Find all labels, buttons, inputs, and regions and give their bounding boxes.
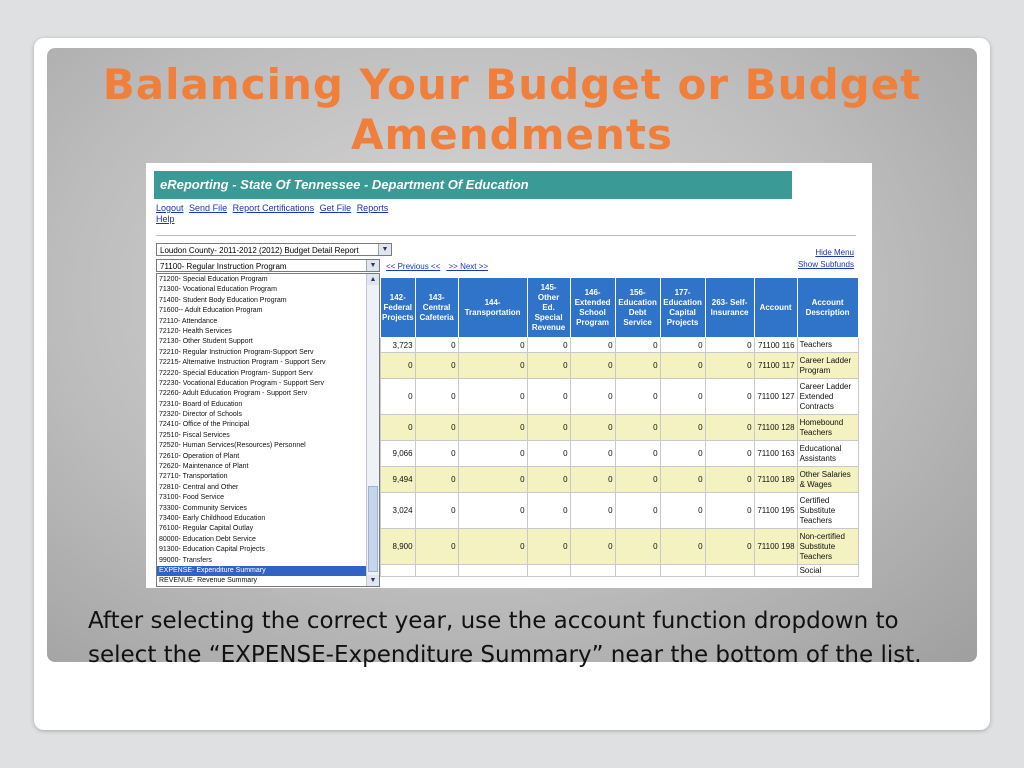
column-header: 177- Education Capital Projects — [660, 278, 705, 338]
dropdown-scrollbar[interactable] — [366, 274, 379, 586]
account-description-cell: Certified Substitute Teachers — [797, 493, 858, 529]
account-cell: 71100 127 — [754, 379, 797, 415]
table-cell: 0 — [705, 338, 754, 353]
report-certifications-link[interactable]: Report Certifications — [232, 203, 315, 213]
account-cell: 71100 189 — [754, 467, 797, 493]
account-cell: 71100 116 — [754, 338, 797, 353]
menu-toggle-links — [798, 247, 854, 271]
table-cell: 0 — [415, 415, 458, 441]
table-cell: 0 — [381, 379, 416, 415]
ereporting-screenshot — [146, 163, 872, 588]
table-cell: 8,900 — [381, 529, 416, 565]
table-cell: 0 — [415, 441, 458, 467]
account-description-cell: Educational Assistants — [797, 441, 858, 467]
table-row — [381, 467, 859, 493]
table-cell — [458, 565, 527, 577]
table-row — [381, 415, 859, 441]
table-cell: 0 — [458, 493, 527, 529]
column-header: 145- Other Ed. Special Revenue — [527, 278, 570, 338]
account-cell: 71100 117 — [754, 353, 797, 379]
table-row — [381, 529, 859, 565]
table-cell: 0 — [381, 415, 416, 441]
app-header-title: eReporting - State Of Tennessee - Department Of Education — [154, 171, 792, 199]
table-cell: 0 — [458, 467, 527, 493]
dropdown-option[interactable]: 72130- Other Student Support — [159, 338, 253, 346]
table-cell: 0 — [570, 338, 615, 353]
scrollbar-thumb[interactable] — [368, 486, 378, 572]
account-function-dropdown-list[interactable] — [156, 273, 380, 587]
table-cell: 0 — [660, 441, 705, 467]
table-cell: 0 — [570, 467, 615, 493]
dropdown-option[interactable]: 72610- Operation of Plant — [159, 452, 240, 460]
table-cell: 0 — [570, 353, 615, 379]
table-cell: 0 — [527, 379, 570, 415]
table-cell — [415, 565, 458, 577]
account-cell: 71100 128 — [754, 415, 797, 441]
account-description-cell: Career Ladder Program — [797, 353, 858, 379]
nav-links — [156, 203, 416, 225]
account-cell: 71100 163 — [754, 441, 797, 467]
table-cell: 0 — [458, 379, 527, 415]
table-cell — [660, 565, 705, 577]
dropdown-option[interactable]: 72310- Board of Education — [159, 400, 243, 408]
table-cell: 0 — [458, 529, 527, 565]
help-link[interactable]: Help — [156, 214, 175, 224]
column-header: 156- Education Debt Service — [615, 278, 660, 338]
table-cell: 0 — [527, 353, 570, 379]
table-cell: 0 — [705, 379, 754, 415]
table-cell: 0 — [527, 467, 570, 493]
dropdown-option[interactable]: REVENUE- Revenue Summary — [159, 577, 258, 585]
dropdown-option[interactable]: 72120- Health Services — [159, 327, 232, 335]
next-link[interactable]: >> Next >> — [448, 262, 489, 271]
dropdown-option[interactable]: 72260- Adult Education Program - Support Serv — [159, 390, 308, 398]
table-cell: 0 — [615, 529, 660, 565]
table-cell: 0 — [615, 441, 660, 467]
account-cell — [754, 565, 797, 577]
table-cell: 0 — [660, 338, 705, 353]
table-cell: 0 — [615, 467, 660, 493]
account-cell: 71100 195 — [754, 493, 797, 529]
table-cell: 0 — [660, 415, 705, 441]
table-cell: 0 — [615, 415, 660, 441]
column-header: 144- Transportation — [458, 278, 527, 338]
column-header: 146- Extended School Program — [570, 278, 615, 338]
table-cell: 0 — [660, 493, 705, 529]
table-cell: 0 — [415, 353, 458, 379]
table-cell: 0 — [458, 415, 527, 441]
account-function-select-value: 71100- Regular Instruction Program — [160, 262, 287, 271]
table-cell: 0 — [527, 415, 570, 441]
table-cell: 0 — [458, 441, 527, 467]
account-description-cell: Teachers — [797, 338, 858, 353]
dropdown-option[interactable]: 72320- Director of Schools — [159, 411, 242, 419]
show-subfunds-link[interactable]: Show Subfunds — [797, 260, 854, 269]
reports-link[interactable]: Reports — [356, 203, 389, 213]
table-cell: 9,494 — [381, 467, 416, 493]
table-row — [381, 441, 859, 467]
table-cell: 0 — [660, 379, 705, 415]
account-description-cell: Social — [797, 565, 858, 577]
dropdown-option[interactable]: 71400- Student Body Education Program — [159, 296, 287, 304]
table-cell: 0 — [527, 493, 570, 529]
dropdown-option[interactable]: 71200- Special Education Program — [159, 276, 268, 283]
budget-detail-table — [380, 277, 859, 577]
table-cell: 0 — [615, 493, 660, 529]
dropdown-option[interactable]: 72710- Transportation — [159, 473, 228, 481]
table-cell: 0 — [570, 441, 615, 467]
column-header: 142- Federal Projects — [381, 278, 416, 338]
dropdown-option[interactable]: 80000- Education Debt Service — [159, 535, 256, 543]
column-header: Account — [754, 278, 797, 338]
dropdown-option[interactable]: 72215- Alternative Instruction Program - Support Serv — [159, 359, 326, 367]
slide-title: Balancing Your Budget or Budget Amendments — [102, 60, 922, 159]
table-cell: 0 — [705, 467, 754, 493]
table-row — [381, 338, 859, 353]
get-file-link[interactable]: Get File — [319, 203, 352, 213]
dropdown-option[interactable]: 72620- Maintenance of Plant — [159, 463, 249, 471]
table-cell: 0 — [527, 338, 570, 353]
table-cell: 0 — [458, 338, 527, 353]
account-function-select[interactable] — [156, 259, 380, 272]
report-year-select[interactable] — [156, 243, 392, 256]
table-cell: 0 — [570, 529, 615, 565]
dropdown-option[interactable]: 72110- Attendance — [159, 317, 218, 325]
table-cell — [381, 565, 416, 577]
scroll-down-icon[interactable]: ▼ — [367, 575, 379, 586]
table-cell: 3,024 — [381, 493, 416, 529]
dropdown-option[interactable]: 71600-- Adult Education Program — [159, 307, 263, 315]
account-description-cell: Career Ladder Extended Contracts — [797, 379, 858, 415]
dropdown-option[interactable]: 72810- Central and Other — [159, 483, 239, 491]
dropdown-option[interactable]: 72510- Fiscal Services — [159, 431, 230, 439]
account-cell: 71100 198 — [754, 529, 797, 565]
account-description-cell: Homebound Teachers — [797, 415, 858, 441]
table-cell: 0 — [415, 529, 458, 565]
table-cell: 0 — [705, 415, 754, 441]
table-cell: 0 — [660, 529, 705, 565]
table-cell: 0 — [381, 353, 416, 379]
column-header: 143- Central Cafeteria — [415, 278, 458, 338]
dropdown-option[interactable]: 71300- Vocational Education Program — [159, 286, 277, 294]
table-cell — [570, 565, 615, 577]
column-header: 263- Self- Insurance — [705, 278, 754, 338]
table-cell: 0 — [415, 493, 458, 529]
table-row — [381, 493, 859, 529]
dropdown-option[interactable]: 73400- Early Childhood Education — [159, 514, 266, 522]
table-cell: 0 — [660, 353, 705, 379]
table-row — [381, 565, 859, 577]
dropdown-option[interactable]: 99000- Transfers — [159, 556, 212, 564]
slide-caption: After selecting the correct year, use the account function dropdown to select the “EXPENSE-Expenditure Summary” near the bottom of the list. — [88, 608, 922, 668]
table-cell: 0 — [527, 441, 570, 467]
table-cell: 0 — [415, 467, 458, 493]
table-cell: 0 — [705, 353, 754, 379]
dropdown-option[interactable]: 72220- Special Education Program- Support Serv — [159, 369, 313, 377]
table-cell: 0 — [570, 493, 615, 529]
table-cell: 0 — [705, 441, 754, 467]
table-cell: 0 — [705, 529, 754, 565]
table-cell — [527, 565, 570, 577]
table-cell: 0 — [415, 379, 458, 415]
dropdown-option[interactable]: EXPENSE- Expenditure Summary — [157, 566, 367, 576]
dropdown-option[interactable]: 72410- Office of the Principal — [159, 421, 250, 429]
dropdown-option[interactable]: 76100- Regular Capital Outlay — [159, 525, 254, 533]
dropdown-option[interactable]: 73100- Food Service — [159, 494, 224, 502]
table-row — [381, 379, 859, 415]
dropdown-option[interactable]: 73300- Community Services — [159, 504, 247, 512]
table-cell — [705, 565, 754, 577]
hide-menu-link[interactable]: Hide Menu — [815, 248, 854, 257]
pagination-links — [386, 262, 494, 271]
table-cell: 0 — [570, 415, 615, 441]
dropdown-option[interactable]: 72210- Regular Instruction Program-Support Serv — [159, 348, 314, 356]
divider — [156, 235, 856, 236]
table-cell: 0 — [527, 529, 570, 565]
send-file-link[interactable]: Send File — [189, 203, 228, 213]
table-cell: 3,723 — [381, 338, 416, 353]
previous-link[interactable]: << Previous << — [386, 262, 441, 271]
table-cell: 9,066 — [381, 441, 416, 467]
table-cell — [615, 565, 660, 577]
table-cell: 0 — [458, 353, 527, 379]
dropdown-option[interactable]: 91300- Education Capital Projects — [159, 546, 265, 554]
account-description-cell: Other Salaries & Wages — [797, 467, 858, 493]
account-description-cell: Non-certified Substitute Teachers — [797, 529, 858, 565]
report-year-select-value: Loudon County- 2011-2012 (2012) Budget Detail Report — [160, 246, 359, 255]
table-cell: 0 — [615, 338, 660, 353]
chevron-down-icon[interactable]: ▼ — [378, 244, 391, 255]
logout-link[interactable]: Logout — [156, 203, 184, 213]
chevron-down-icon[interactable]: ▼ — [366, 260, 379, 271]
scroll-up-icon[interactable]: ▲ — [367, 274, 379, 285]
table-row — [381, 353, 859, 379]
table-header-row — [381, 278, 859, 338]
table-cell: 0 — [660, 467, 705, 493]
column-header: Account Description — [797, 278, 858, 338]
table-cell: 0 — [615, 353, 660, 379]
table-cell: 0 — [415, 338, 458, 353]
dropdown-option[interactable]: 72230- Vocational Education Program - Support Serv — [159, 379, 324, 387]
table-cell: 0 — [705, 493, 754, 529]
table-cell: 0 — [615, 379, 660, 415]
table-cell: 0 — [570, 379, 615, 415]
dropdown-option[interactable]: 72520- Human Services(Resources) Personnel — [159, 442, 306, 450]
